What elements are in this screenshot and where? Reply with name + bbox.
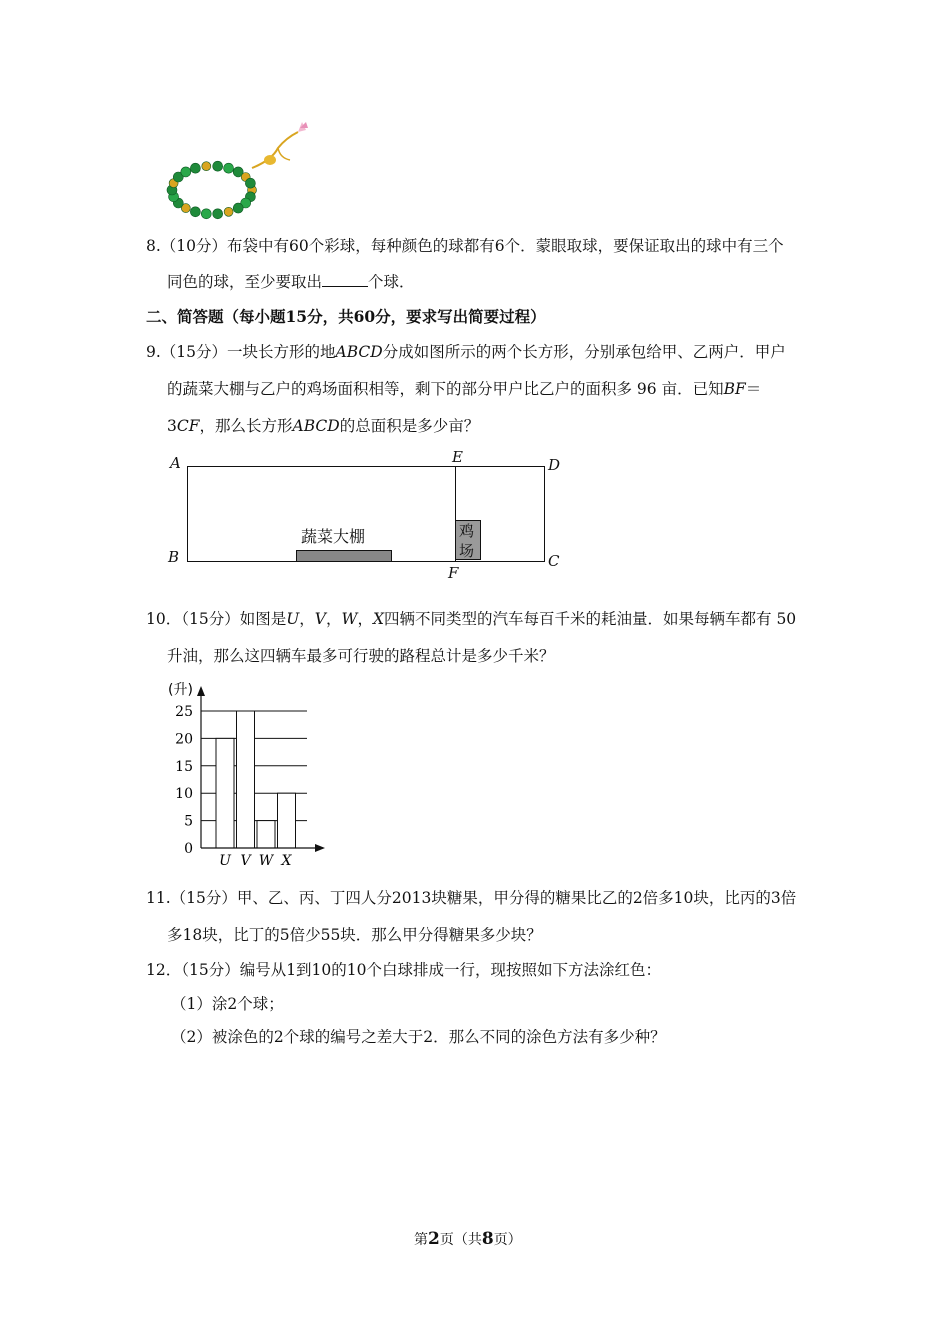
question-12-line-3: （2）被涂色的2个球的编号之差大于2．那么不同的涂色方法有多少种？ [171,1028,666,1046]
question-9-line-1: 9.（15分）一块长方形的地ABCD分成如图所示的两个长方形，分别承包给甲、乙两户．甲户 [146,343,786,361]
y-tick-0: 0 [184,841,193,857]
vertex-e: E [452,448,463,466]
fuel-consumption-chart [160,676,340,876]
x-tick-U: U [219,853,231,869]
y-tick-10: 10 [175,786,193,803]
question-9-line-3: 3CF，那么长方形ABCD的总面积是多少亩？ [167,417,480,435]
page-footer: 第2页（共8页） [414,1229,522,1249]
vertex-c: C [548,552,560,570]
x-tick-X: X [281,853,292,869]
y-tick-5: 5 [184,813,193,830]
chicken-farm-label-2: 场 [459,542,475,560]
total-pages: 8 [481,1229,494,1249]
question-11-line-1: 11.（15分）甲、乙、丙、丁四人分2013块糖果，甲分得的糖果比乙的2倍多10块，比丙的3倍 [146,889,797,907]
answer-blank[interactable] [322,272,368,287]
chicken-farm-label-1: 鸡 [459,522,475,540]
bar-V [237,711,255,848]
question-12-line-2: （1）涂2个球； [171,995,284,1013]
vertex-f: F [448,564,459,582]
question-12-line-1: 12．（15分）编号从1到10的10个白球排成一行，现按照如下方法涂红色： [146,961,662,979]
vertex-a: A [170,454,181,472]
section-2-heading: 二、简答题（每小题15分，共60分，要求写出简要过程） [146,307,546,326]
vegetable-greenhouse [296,550,392,562]
vertex-b: B [168,548,180,566]
x-tick-W: W [258,853,274,869]
question-10-line-1: 10．（15分）如图是U，V，W，X四辆不同类型的汽车每百千米的耗油量．如果每辆车都有 50 [146,610,797,628]
rectangle-figure [160,448,580,588]
question-8-line-1: 8.（10分）布袋中有60个彩球，每种颜色的球都有6个．蒙眼取球，要保证取出的球中有三个 [146,237,784,255]
bar-W [257,821,275,848]
y-axis-label: (升) [168,682,193,698]
rectangle-abcd [187,466,545,562]
question-10-line-2: 升油，那么这四辆车最多可行驶的路程总计是多少千米？ [167,647,555,665]
bracelet-illustration [160,120,320,230]
bar-X [278,793,296,848]
question-11-line-2: 多18块，比丁的5倍少55块．那么甲分得糖果多少块？ [167,926,542,944]
question-9-line-2: 的蔬菜大棚与乙户的鸡场面积相等，剩下的部分甲户比乙户的面积多 96 亩．已知BF＝ [167,380,762,398]
bar-U [216,738,234,848]
y-tick-15: 15 [175,758,193,775]
x-tick-V: V [240,853,251,869]
vegetable-greenhouse-label: 蔬菜大棚 [301,527,366,546]
y-axis-arrow [197,686,205,696]
question-8-line-2: 同色的球，至少要取出 个球． [167,273,415,291]
vertex-d: D [548,456,561,474]
current-page: 2 [428,1229,440,1249]
y-tick-25: 25 [175,704,193,720]
x-axis-arrow [315,844,325,852]
y-tick-20: 20 [175,731,193,748]
